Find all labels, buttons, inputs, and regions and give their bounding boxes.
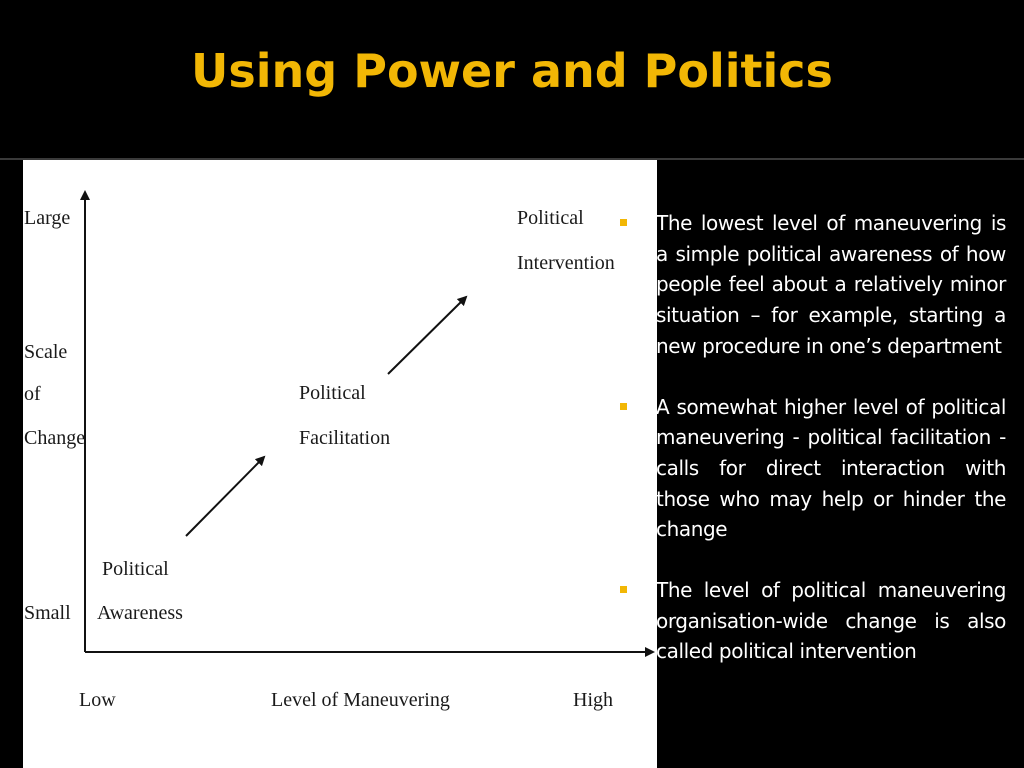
x-axis-label-low: Low: [79, 689, 116, 711]
stage-intervention-line2: Intervention: [517, 252, 615, 274]
bullet-text: The lowest level of maneuvering is a simple political awareness of how people feel about a relatively minor situation – for example, starting a new procedure in one’s department: [656, 211, 1006, 358]
bullet-square-icon: [620, 586, 627, 593]
y-axis-label-change: Change: [24, 427, 86, 449]
stage-awareness-line1: Political: [102, 558, 169, 580]
x-axis-label-center: Level of Maneuvering: [271, 689, 450, 711]
y-axis-label-scale: Scale: [24, 341, 68, 363]
y-axis-label-large: Large: [24, 207, 71, 229]
y-axis-label-of: of: [24, 383, 41, 405]
bullet-text: A somewhat higher level of political maneuvering - political facilitation - calls for direct interaction with those who may help or hinder the change: [656, 394, 1006, 542]
bullet-text: The level of political maneuvering organisation-wide change is also called political intervention: [656, 578, 1006, 664]
diagram-panel: [23, 160, 657, 768]
bullet-item: [618, 575, 1006, 667]
bullet-square-icon: [620, 219, 627, 226]
bullet-item: [618, 208, 1006, 362]
title-bar: [0, 0, 1024, 158]
slide-title: Using Power and Politics: [191, 44, 833, 98]
stage-intervention-line1: Political: [517, 207, 584, 229]
bullet-list: [618, 208, 1006, 697]
stage-awareness-line2: Awareness: [97, 602, 183, 624]
arrow-facilitation-to-intervention: [388, 297, 466, 374]
arrow-awareness-to-facilitation: [186, 457, 264, 536]
bullet-item: [618, 392, 1006, 546]
y-axis-label-small: Small: [24, 602, 71, 624]
stage-facilitation-line2: Facilitation: [299, 427, 391, 449]
bullet-square-icon: [620, 403, 627, 410]
stage-facilitation-line1: Political: [299, 382, 366, 404]
x-axis-label-high: High: [573, 689, 613, 711]
